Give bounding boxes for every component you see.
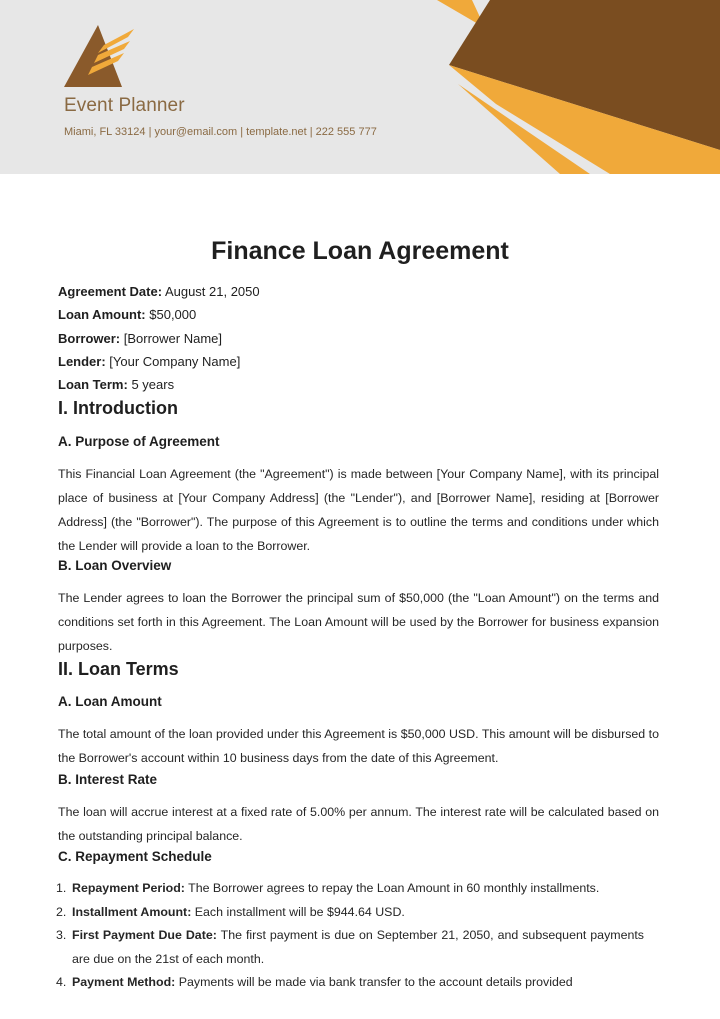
meta-value: August 21, 2050: [164, 284, 260, 299]
meta-label: Lender:: [58, 353, 106, 369]
list-item: [56, 924, 644, 971]
list-item: [56, 971, 644, 995]
meta-borrower: [58, 330, 260, 353]
paragraph-interest-rate: The loan will accrue interest at a fixed rate of 5.00% per annum. The interest rate will be calculated based on the outstanding principal balance.: [58, 805, 659, 843]
paragraph-loan-amount: The total amount of the loan provided under this Agreement is $50,000 USD. This amount will be disbursed to the Borrower's account within 10 business days from the date of this Agreement.: [58, 727, 659, 765]
list-number: 4.: [56, 975, 67, 989]
subheading-repayment-schedule: C. Repayment Schedule: [58, 849, 212, 864]
paragraph-overview: The Lender agrees to loan the Borrower the principal sum of $50,000 (the "Loan Amount") on the terms and conditions set forth in this Agreement. The Loan Amount will be used by the Borrower for business expansion purposes.: [58, 591, 659, 653]
list-item-label: Installment Amount:: [72, 904, 192, 919]
meta-label: Loan Term:: [58, 377, 128, 393]
meta-value: [Borrower Name]: [123, 330, 222, 346]
brand-name: Event Planner: [64, 95, 185, 116]
repayment-list: [56, 877, 644, 995]
meta-label: Agreement Date:: [58, 284, 163, 299]
letterhead: [0, 0, 720, 174]
list-item-label: Repayment Period:: [72, 881, 185, 895]
subheading-loan-amount: A. Loan Amount: [58, 694, 162, 709]
meta-agreement-date: [58, 283, 260, 306]
list-item: [56, 901, 644, 925]
contact-line: Miami, FL 33124 | your@email.com | template.net | 222 555 777: [64, 126, 377, 138]
meta-lender: [58, 353, 260, 376]
subheading-overview: B. Loan Overview: [58, 558, 172, 573]
section-heading-loan-terms: II. Loan Terms: [58, 659, 179, 679]
meta-value: [Your Company Name]: [109, 353, 241, 369]
list-number: 1.: [56, 881, 67, 895]
list-item-text: Each installment will be $944.64 USD.: [194, 904, 405, 919]
meta-label: Loan Amount:: [58, 307, 146, 323]
section-heading-introduction: I. Introduction: [58, 398, 178, 418]
event-planner-logo-icon: [64, 25, 136, 91]
subheading-purpose: A. Purpose of Agreement: [58, 434, 220, 449]
list-item-text: The Borrower agrees to repay the Loan Amount in 60 monthly installments.: [188, 881, 600, 895]
meta-value: $50,000: [149, 307, 197, 323]
meta-loan-amount: [58, 306, 260, 329]
list-item-text: The first payment is due on September 21, 2050, and subsequent payments are due on the 21st of each month.: [72, 928, 645, 966]
list-item-label: Payment Method:: [72, 975, 176, 989]
meta-loan-term: [58, 376, 260, 399]
meta-label: Borrower:: [58, 330, 121, 346]
agreement-details: [58, 283, 260, 399]
meta-value: 5 years: [131, 377, 175, 393]
list-number: 3.: [56, 928, 67, 942]
list-item-text: Payments will be made via bank transfer to the account details provided: [178, 975, 573, 989]
document-title: Finance Loan Agreement: [211, 237, 509, 265]
list-number: 2.: [56, 904, 67, 919]
subheading-interest-rate: B. Interest Rate: [58, 772, 158, 787]
paragraph-purpose: This Financial Loan Agreement (the "Agreement") is made between [Your Company Name], with its principal place of business at [Your Company Address] (the "Lender"), and [Borrower Name], residing at [Borrower Address] (the "Borrower"). The purpose of this Agreement is to outline the terms and conditions under which the Lender will provide a loan to the Borrower.: [58, 467, 659, 553]
list-item: [56, 877, 644, 901]
list-item-label: First Payment Due Date:: [72, 928, 217, 942]
